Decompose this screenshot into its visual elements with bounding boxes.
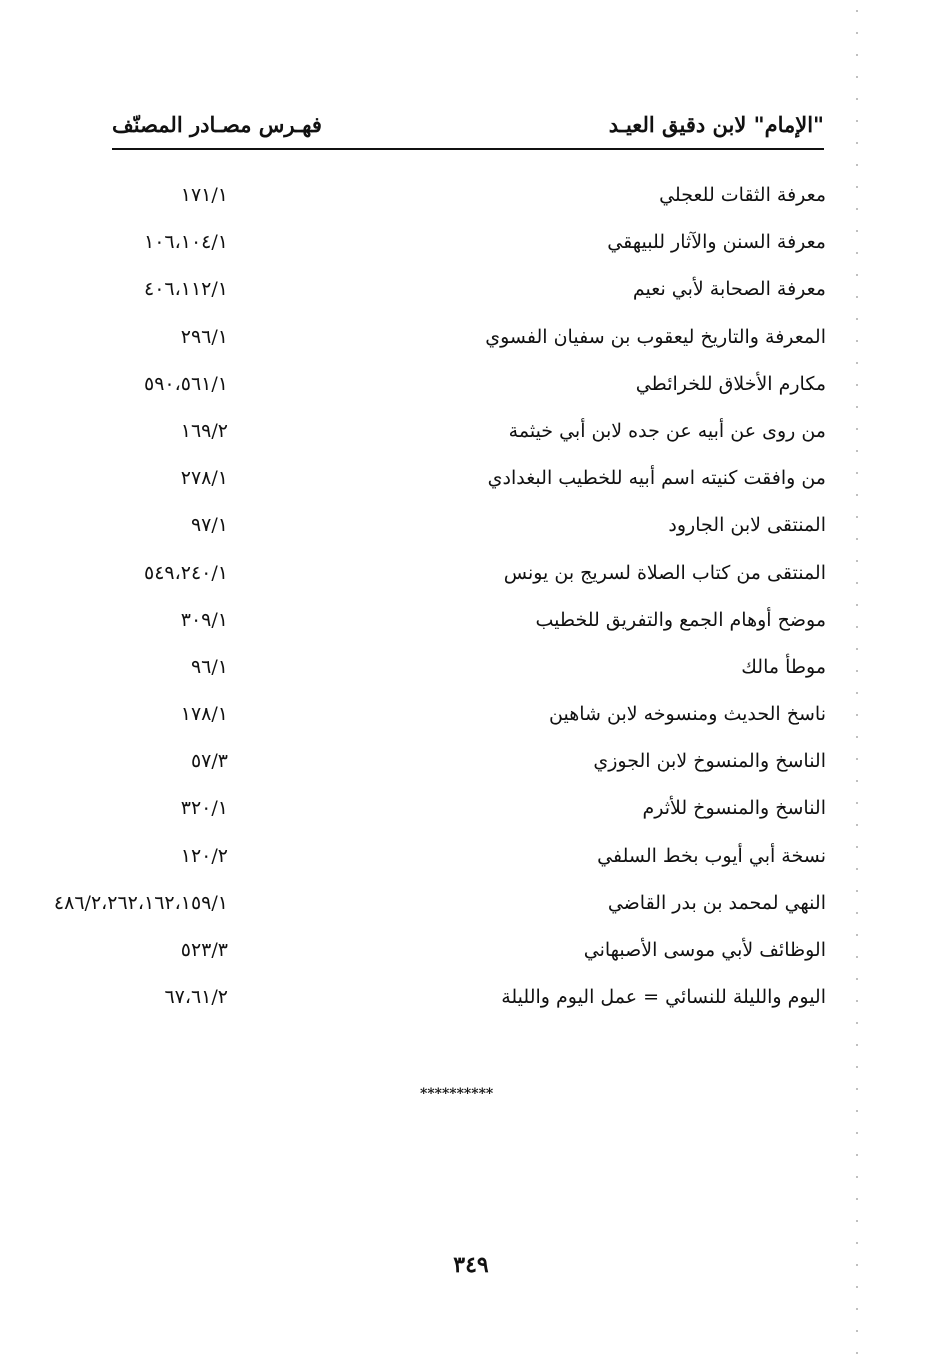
index-entry: [110, 225, 826, 272]
entry-title: ناسخ الحديث ومنسوخه لابن شاهين: [549, 703, 826, 726]
index-entry: [110, 933, 826, 980]
entry-page-ref: ٥٤٩،٢٤٠/١: [144, 561, 228, 584]
book-title-header: "الإمام" لابن دقيق العيـد: [608, 112, 824, 137]
index-entry: [53, 886, 826, 933]
entry-page-ref: ١٧١/١: [180, 184, 228, 206]
entry-title: معرفة الثقات للعجلي: [659, 184, 826, 206]
entry-page-ref: ٤٨٦/٢،٢٦٢،١٦٢،١٥٩/١: [53, 891, 228, 914]
section-title-header: فهـرس مصـادر المصنّف: [112, 112, 322, 137]
sources-index-list: [53, 178, 826, 1027]
entry-page-ref: ١٢٠/٢: [180, 844, 228, 867]
entry-page-ref: ٢٧٨/١: [180, 467, 228, 490]
entry-title: موطأ مالك: [741, 655, 826, 678]
entry-title: اليوم والليلة للنسائي = عمل اليوم والليلة: [501, 986, 826, 1009]
header-rule: [112, 148, 824, 150]
index-entry: [110, 461, 826, 508]
index-entry: [110, 744, 826, 791]
index-entry: [110, 414, 826, 461]
entry-title: الناسخ والمنسوخ لابن الجوزي: [593, 750, 826, 773]
section-separator: **********: [420, 1086, 494, 1102]
entry-page-ref: ١٧٨/١: [180, 703, 228, 726]
entry-title: مكارم الأخلاق للخرائطي: [635, 372, 826, 395]
index-entry: [110, 980, 826, 1027]
index-entry: [110, 603, 826, 650]
entry-page-ref: ٣٢٠/١: [180, 797, 228, 820]
entry-page-ref: ٤٠٦،١١٢/١: [144, 278, 228, 301]
margin-dotted-line: [856, 0, 858, 1371]
entry-page-ref: ٢٩٦/١: [180, 325, 228, 348]
entry-title: الناسخ والمنسوخ للأثرم: [642, 797, 826, 820]
entry-title: من روى عن أبيه عن جده لابن أبي خيثمة: [508, 419, 826, 442]
page-number: ٣٤٩: [453, 1252, 489, 1278]
entry-page-ref: ٥٩٠،٥٦١/١: [144, 372, 228, 395]
entry-page-ref: ٥٢٣/٣: [180, 939, 228, 961]
entry-page-ref: ٦٧،٦١/٢: [164, 986, 228, 1009]
entry-page-ref: ٣٠٩/١: [180, 608, 228, 631]
index-entry: [110, 367, 826, 414]
entry-page-ref: ٩٦/١: [190, 655, 228, 678]
index-entry: [110, 178, 826, 225]
entry-page-ref: ٥٧/٣: [190, 750, 228, 773]
entry-page-ref: ٩٧/١: [190, 514, 228, 537]
entry-title: معرفة السنن والآثار للبيهقي: [607, 231, 826, 254]
index-entry: [110, 508, 826, 555]
entry-page-ref: ١٦٩/٢: [180, 419, 228, 442]
index-entry: [110, 839, 826, 886]
index-entry: [110, 556, 826, 603]
entry-title: معرفة الصحابة لأبي نعيم: [632, 278, 826, 301]
entry-title: من وافقت كنيته اسم أبيه للخطيب البغدادي: [487, 467, 826, 490]
index-entry: [110, 320, 826, 367]
entry-title: نسخة أبي أيوب بخط السلفي: [597, 844, 826, 867]
entry-title: النهي لمحمد بن بدر القاضي: [607, 891, 826, 914]
index-entry: [110, 272, 826, 319]
index-entry: [110, 650, 826, 697]
running-header: [112, 108, 824, 148]
entry-title: موضح أوهام الجمع والتفريق للخطيب: [535, 608, 826, 631]
entry-title: المعرفة والتاريخ ليعقوب بن سفيان الفسوي: [485, 325, 826, 348]
entry-page-ref: ١٠٦،١٠٤/١: [144, 231, 228, 254]
index-entry: [110, 791, 826, 838]
index-entry: [110, 697, 826, 744]
entry-title: الوظائف لأبي موسى الأصبهاني: [583, 939, 826, 961]
entry-title: المنتقى من كتاب الصلاة لسريج بن يونس: [503, 561, 826, 584]
entry-title: المنتقى لابن الجارود: [668, 514, 826, 537]
